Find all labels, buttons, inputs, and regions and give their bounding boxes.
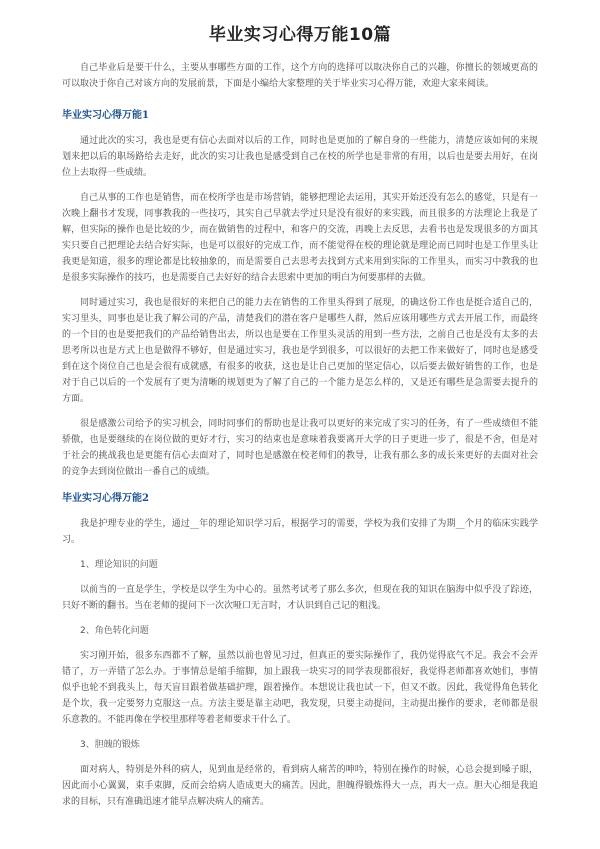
- section-1-paragraph-1: 通过此次的实习，我也是更有信心去面对以后的工作，同时也是更加的了解自身的一些能力，清楚应该如何的来规划来把以后的职场路给去走好，此次的实习让我也是感受到自己在校的所学也是非常的有用，以后也是要去用好，在岗位上去取得一些成绩。: [62, 136, 538, 178]
- section-2-paragraph-2: 以前当的一直是学生，学校是以学生为中心的。虽然考试考了那么多次，但现在我的知识在脑海中似乎没了踪迹，只好不断的翻书。当在老师的提问下一次次哑口无言时，才认识到自己记的粗浅。: [62, 585, 538, 611]
- section-1-paragraph-3: 同时通过实习，我也是很好的来把自己的能力去在销售的工作里头得到了展现，的确这份工作也是挺合适自己的，实习里头，同事也是让我了解公司的产品，清楚我们的潜在客户是哪些人群，然后应该用哪些方式去开展工作，而最终的一个目的也是要把我们的产品给销售出去，所以也是要在工作里头灵活的用到一些方法，之前自己也是没有太多的去思考所以也是方式上也是做得不够好，但是通过实习，我也是学到很多，可以很好的去把工作来做好了，同时也是感受到在这个岗位自己也是会很有成就感，有很多的收获，这也是让自己更加的坚定信心，以后要去做好销售的工作，也是对于自己以后的一个发展有了更为清晰的规划更为了解了自己的一个能力是怎么样的，又是还有哪些是急需要去提升的方面。: [62, 298, 538, 404]
- document-title: 毕业实习心得万能10篇: [208, 25, 392, 45]
- intro-paragraph: 自己毕业后是要干什么，主要从事哪些方面的工作，这个方向的选择可以取决你自己的兴趣，你擅长的领域更高的可以取决于你自己对该方向的发展前景，下面是小编给大家整理的关于毕业实习心得万能，欢迎大家来阅读。: [62, 63, 538, 89]
- section-2-paragraph-1: 我是护理专业的学生，通过__年的理论知识学习后，根据学习的需要，学校为我们安排了为期__个月的临床实践学习。: [62, 519, 538, 545]
- section-1-heading: 毕业实习心得万能1: [62, 110, 149, 121]
- subheading-courage-training: 3、胆魄的锻炼: [80, 740, 140, 750]
- section-1-paragraph-4: 很是感激公司给予的实习机会，同时同事们的帮助也是让我可以更好的来完成了实习的任务，有了一些成绩但不能骄傲，也是要继续的在岗位做的更好才行，实习的结束也是意味着我要离开大学的日子更进一步了，很是不舍，但是对于社会的挑战我也是更能有信心去面对了，同时也是感激在校老师们的教导，让我有那么多的成长来更好的去面对社会的竞争去到岗位做出一番自己的成绩。: [62, 419, 538, 477]
- section-2-paragraph-3: 实习刚开始，很多东西都不了解，虽然以前也曾见习过，但真正的要实际操作了，我仍觉得底气不足。我会不会弄错了，万一弄错了怎么办。于事情总是缩手缩脚，加上跟我一块实习的同学表现都很好，我觉得老师都喜欢她们，事情似乎也轮不到我头上，每天盲目跟着做基础护理，跟着操作。本想说让我也试一下，但又不敢。因此，我觉得角色转化是个坎，我一定要努力克服这一点。方法主要是靠主动吧，我发现，只要主动提问，主动提出操作的要求，老师都是很乐意教的。不能再像在学校里那样等着老师要求干什么了。: [62, 651, 538, 725]
- subheading-theory-knowledge: 1、理论知识的问题: [80, 560, 158, 570]
- section-1-paragraph-2: 自己从事的工作也是销售，而在校所学也是市场营销，能够把理论去运用，其实开始还没有怎么的感觉，只是有一次晚上翻书才发现，同事教我的一些技巧，其实自己早就去学过只是没有很好的来实践，而且很多的方法理论上我是了解，但实际的操作也是比较的少，而在做销售的过程中，和客户的交流，再晚上去反思，去看书也是发现很多的方面其实只要自己把理论去结合好实际，也是可以很好的完成工作，而不能觉得在校的理论就是理论而已同时也是工作里头让我更是知道，很多的理论都是比较抽象的，而是需要自己去思考去找到方式来用到实际的工作里头，而实习中教我的也是很多实际操作的技巧，也是需要自己去好好的结合去思索中更加的明白为何要那样的去做。: [62, 193, 538, 283]
- subheading-role-transition: 2、角色转化问题: [80, 626, 149, 636]
- section-2-heading: 毕业实习心得万能2: [62, 493, 149, 504]
- section-2-paragraph-4: 面对病人，特别是外科的病人，见到血是经常的，看到病人痛苦的呻吟，特别在操作的时候，心总会提到嗓子眼，因此而小心翼翼，束手束脚，反而会给病人造成更大的痛苦。因此，胆魄得锻炼得大一点，再大一点。胆大心细是我追求的目标，只有准确迅速才能早点解决病人的痛苦。: [62, 765, 538, 807]
